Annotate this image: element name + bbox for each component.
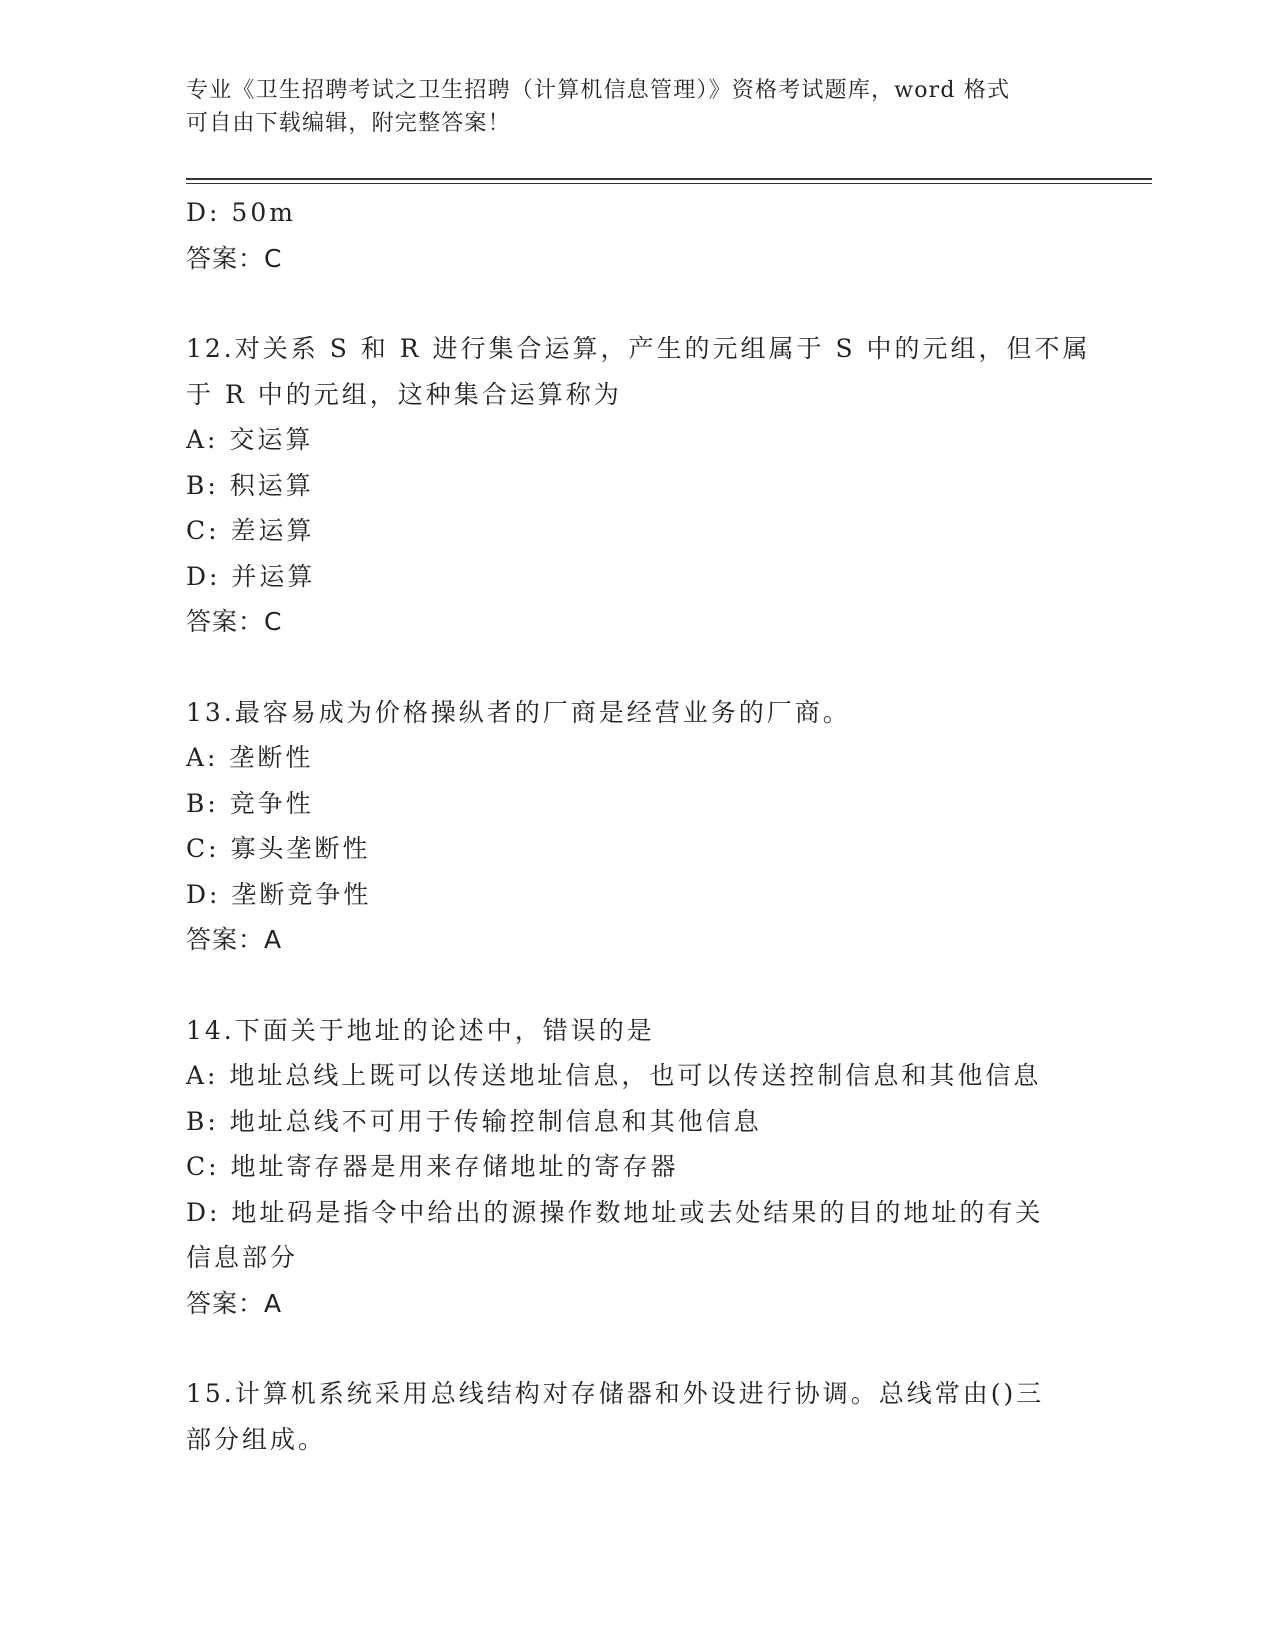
answer: 答案：A — [186, 1288, 283, 1318]
question-stem-continued: 于 R 中的元组，这种集合运算称为 — [186, 379, 622, 409]
option-b: B: 竞争性 — [186, 788, 314, 818]
option-b: B: 积运算 — [186, 470, 314, 500]
question-13 — [186, 690, 1086, 963]
option-c: C: 差运算 — [186, 516, 315, 545]
answer: 答案：C — [186, 607, 283, 636]
question-stem: 12.对关系 S 和 R 进行集合运算，产生的元组属于 S 中的元组，但不属 — [186, 334, 1091, 363]
question-15 — [186, 1371, 1086, 1462]
question-stem-continued: 部分组成。 — [186, 1424, 327, 1454]
option-a: A: 垄断性 — [186, 743, 314, 772]
question-list — [186, 190, 1091, 1462]
option-d-continued: 信息部分 — [186, 1243, 299, 1272]
answer: 答案：C — [186, 243, 283, 273]
option-d: D: 垄断竞争性 — [186, 879, 372, 909]
question-12 — [186, 326, 1091, 645]
answer: 答案：A — [186, 925, 283, 954]
question-stem: 14.下面关于地址的论述中，错误的是 — [186, 1015, 655, 1045]
header-divider-thick — [186, 178, 1152, 180]
previous-question-tail — [186, 190, 1086, 281]
question-stem: 13.最容易成为价格操纵者的厂商是经营业务的厂商。 — [186, 697, 851, 727]
header-line-2: 可自由下载编辑，附完整答案！ — [186, 111, 511, 136]
option-d: D: 地址码是指令中给出的源操作数地址或去处结果的目的地址的有关 — [186, 1197, 1044, 1227]
option-b: B: 地址总线不可用于传输控制信息和其他信息 — [186, 1106, 762, 1136]
option-c: C: 地址寄存器是用来存储地址的寄存器 — [186, 1152, 679, 1181]
option-d: D: 50m — [186, 198, 296, 227]
option-a: A: 交运算 — [186, 425, 314, 454]
question-14 — [186, 1008, 1086, 1327]
header-divider-thin — [186, 183, 1152, 184]
option-c: C: 寡头垄断性 — [186, 834, 371, 863]
option-a: A: 地址总线上既可以传送地址信息，也可以传送控制信息和其他信息 — [186, 1061, 1042, 1090]
option-d: D: 并运算 — [186, 561, 316, 591]
document-header — [186, 74, 1086, 140]
question-stem: 15.计算机系统采用总线结构对存储器和外设进行协调。总线常由()三 — [186, 1379, 1045, 1408]
header-line-1: 专业《卫生招聘考试之卫生招聘（计算机信息管理）》资格考试题库，word 格式 — [186, 78, 1011, 103]
